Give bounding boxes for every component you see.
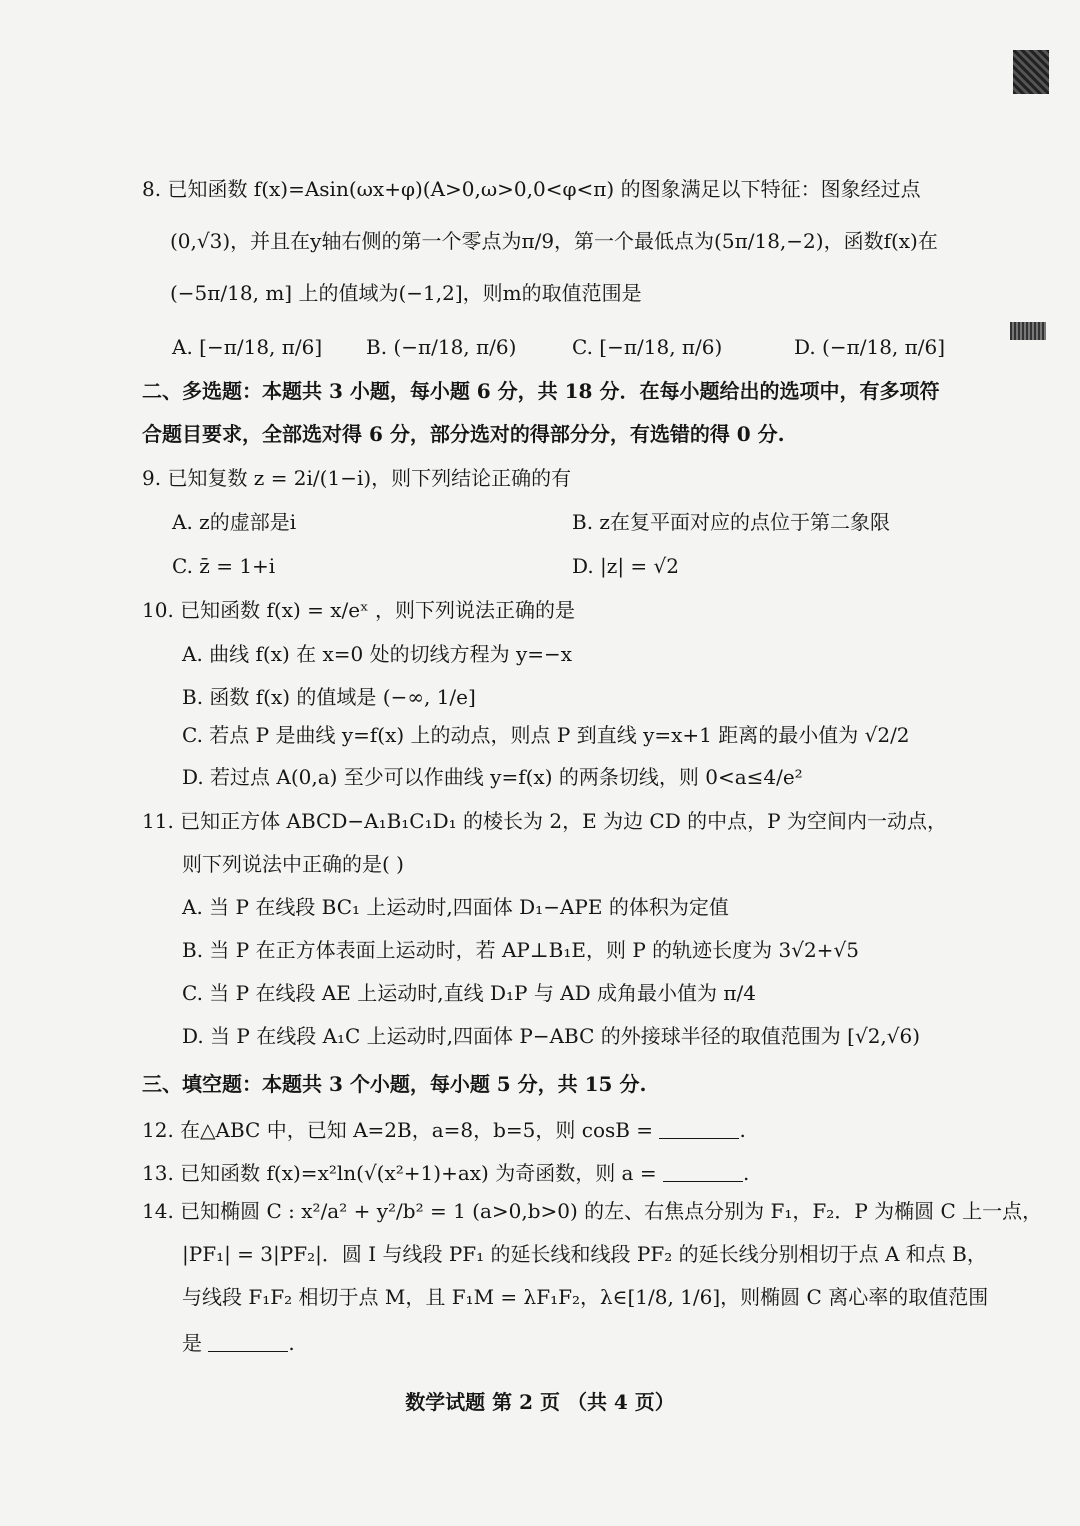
q8-option-b: B. (−π/18, π/6) (366, 335, 517, 359)
section2-line1: 二、多选题：本题共 3 小题，每小题 6 分，共 18 分．在每小题给出的选项中，有多项符 (142, 379, 940, 403)
q14-answer-blank[interactable] (208, 1333, 288, 1352)
q13-answer-blank[interactable] (663, 1163, 743, 1182)
q14-line4: 是 . (182, 1326, 1080, 1358)
q9-option-a: A. z的虚部是i (172, 510, 297, 534)
q8-option-a: A. [−π/18, π/6] (172, 335, 323, 359)
q9-option-b: B. z在复平面对应的点位于第二象限 (572, 510, 890, 534)
q11-stem-line1: 11. 已知正方体 ABCD−A₁B₁C₁D₁ 的棱长为 2，E 为边 CD 的中点，P 为空间内一动点， (142, 809, 947, 833)
q12-answer-blank[interactable] (659, 1120, 739, 1139)
q8-option-c: C. [−π/18, π/6) (572, 335, 723, 359)
corner-mark (1013, 50, 1049, 94)
q14-text: 是 (182, 1330, 202, 1355)
q12-line: 12. 在△ABC 中，已知 A=2B，a=8，b=5，则 cosB = . (142, 1113, 1080, 1145)
q11-option-d: D. 当 P 在线段 A₁C 上运动时,四面体 P−ABC 的外接球半径的取值范围为 [√2,√6) (182, 1024, 921, 1048)
q9-option-d: D. |z| = √2 (572, 554, 679, 578)
q14-line2: |PF₁| = 3|PF₂|．圆 I 与线段 PF₁ 的延长线和线段 PF₂ 的延长线分别相切于点 A 和点 B， (182, 1242, 987, 1266)
q12-text: 12. 在△ABC 中，已知 A=2B，a=8，b=5，则 cosB = (142, 1117, 654, 1142)
q8-option-d: D. (−π/18, π/6] (794, 335, 946, 359)
q13-line: 13. 已知函数 f(x)=x²ln(√(x²+1)+ax) 为奇函数，则 a = . (142, 1156, 1080, 1188)
page-footer: 数学试题 第 2 页 （共 4 页） (405, 1390, 675, 1414)
q13-text: 13. 已知函数 f(x)=x²ln(√(x²+1)+ax) 为奇函数，则 a = (142, 1160, 657, 1185)
q11-option-b: B. 当 P 在正方体表面上运动时，若 AP⊥B₁E，则 P 的轨迹长度为 3√2+√5 (182, 938, 859, 962)
q9-option-c: C. z̄ = 1+i (172, 554, 276, 578)
q10-option-a: A. 曲线 f(x) 在 x=0 处的切线方程为 y=−x (182, 642, 573, 666)
q8-line3: (−5π/18, m] 上的值域为(−1,2]，则m的取值范围是 (170, 281, 642, 305)
q14-line3: 与线段 F₁F₂ 相切于点 M，且 F₁M = λF₁F₂，λ∈[1/8, 1/6]，则椭圆 C 离心率的取值范围 (182, 1285, 989, 1309)
q11-stem-line2: 则下列说法中正确的是( ) (182, 852, 404, 876)
q8-line2: (0,√3)，并且在y轴右侧的第一个零点为π/9，第一个最低点为(5π/18,−2)，函数f(x)在 (170, 229, 938, 253)
scan-mark (1010, 322, 1046, 340)
q14-line1: 14. 已知椭圆 C : x²/a² + y²/b² = 1 (a>0,b>0) 的左、右焦点分别为 F₁，F₂．P 为椭圆 C 上一点， (142, 1199, 1043, 1223)
q10-option-b: B. 函数 f(x) 的值域是 (−∞, 1/e] (182, 685, 476, 709)
section3-title: 三、填空题：本题共 3 个小题，每小题 5 分，共 15 分. (142, 1072, 647, 1096)
q11-option-c: C. 当 P 在线段 AE 上运动时,直线 D₁P 与 AD 成角最小值为 π/4 (182, 981, 756, 1005)
q10-stem: 10. 已知函数 f(x) = x/eˣ ，则下列说法正确的是 (142, 598, 575, 622)
q11-option-a: A. 当 P 在线段 BC₁ 上运动时,四面体 D₁−APE 的体积为定值 (182, 895, 729, 919)
q10-option-c: C. 若点 P 是曲线 y=f(x) 上的动点，则点 P 到直线 y=x+1 距离的最小值为 √2/2 (182, 723, 910, 747)
q9-stem: 9. 已知复数 z = 2i/(1−i)，则下列结论正确的有 (142, 466, 572, 490)
q8-line1: 8. 已知函数 f(x)=Asin(ωx+φ)(A>0,ω>0,0<φ<π) 的图象满足以下特征：图象经过点 (142, 177, 921, 201)
q10-option-d: D. 若过点 A(0,a) 至少可以作曲线 y=f(x) 的两条切线，则 0<a≤4/e² (182, 765, 803, 789)
section2-line2: 合题目要求，全部选对得 6 分，部分选对的得部分分，有选错的得 0 分. (142, 422, 785, 446)
